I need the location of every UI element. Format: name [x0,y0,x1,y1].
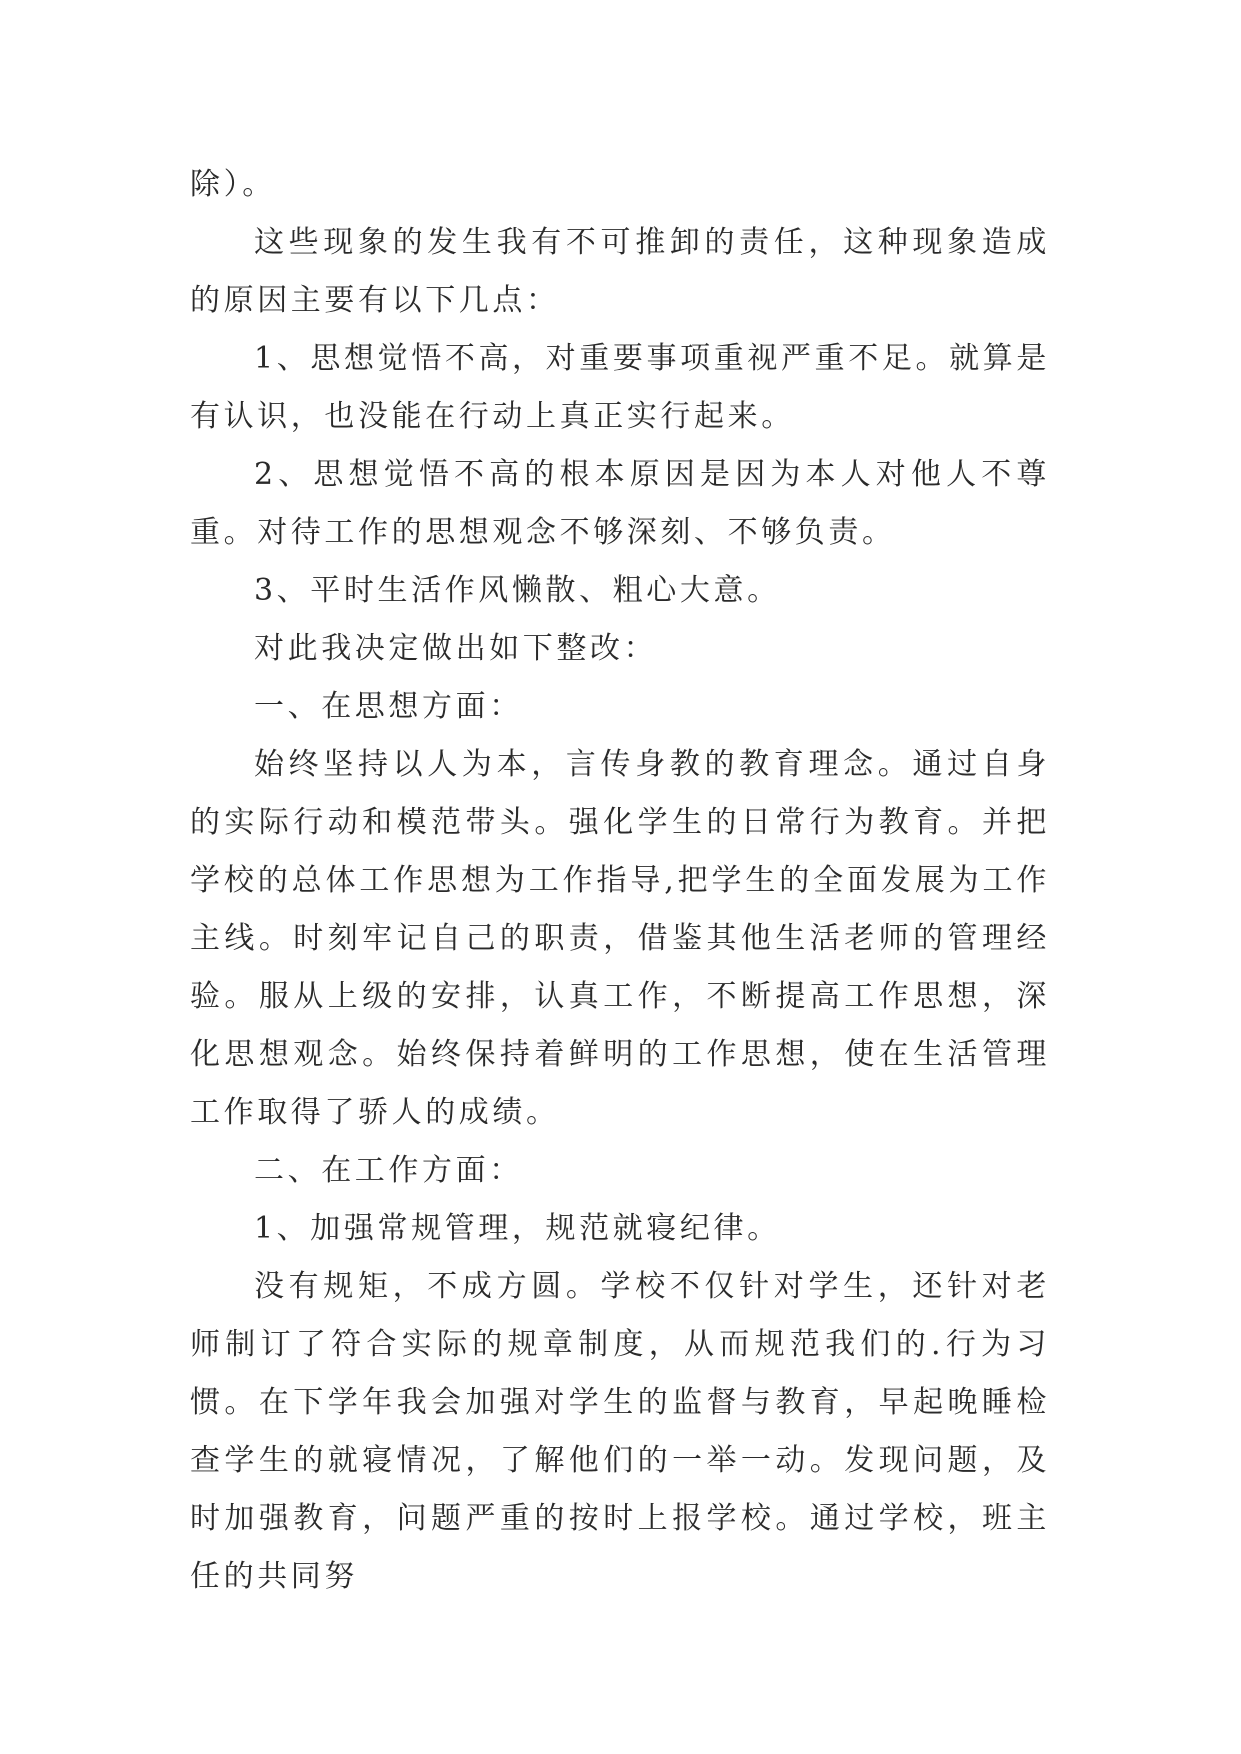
paragraph-reason-3: 3、平时生活作风懒散、粗心大意。 [254,573,781,608]
subheading-routine-management: 1、加强常规管理，规范就寝纪律。 [254,1211,781,1246]
paragraph-rectification-intro: 对此我决定做出如下整改： [254,631,658,666]
heading-work-aspect: 二、在工作方面： [254,1153,523,1188]
paragraph-reason-2: 2、思想觉悟不高的根本原因是因为本人对他人不尊重。对待工作的思想观念不够深刻、不够负责。 [190,457,1050,550]
body-text [190,156,1050,1606]
paragraph-routine-management: 没有规矩，不成方圆。学校不仅针对学生，还针对老师制订了符合实际的规章制度，从而规范我们的.行为习惯。在下学年我会加强对学生的监督与教育，早起晚睡检查学生的就寝情况，了解他们的一举一动。发现问题，及时加强教育，问题严重的按时上报学校。通过学校，班主任的共同努 [190,1269,1050,1594]
paragraph-continuation: 除）。 [190,167,276,202]
heading-thought-aspect: 一、在思想方面： [254,689,523,724]
paragraph-thought-aspect: 始终坚持以人为本，言传身教的教育理念。通过自身的实际行动和模范带头。强化学生的日常行为教育。并把学校的总体工作思想为工作指导,把学生的全面发展为工作主线。时刻牢记自己的职责，借鉴其他生活老师的管理经验。服从上级的安排，认真工作，不断提高工作思想，深化思想观念。始终保持着鲜明的工作思想，使在生活管理工作取得了骄人的成绩。 [190,747,1050,1130]
paragraph-responsibility: 这些现象的发生我有不可推卸的责任，这种现象造成的原因主要有以下几点： [190,225,1050,318]
paragraph-reason-1: 1、思想觉悟不高，对重要事项重视严重不足。就算是有认识，也没能在行动上真正实行起来。 [190,341,1050,434]
